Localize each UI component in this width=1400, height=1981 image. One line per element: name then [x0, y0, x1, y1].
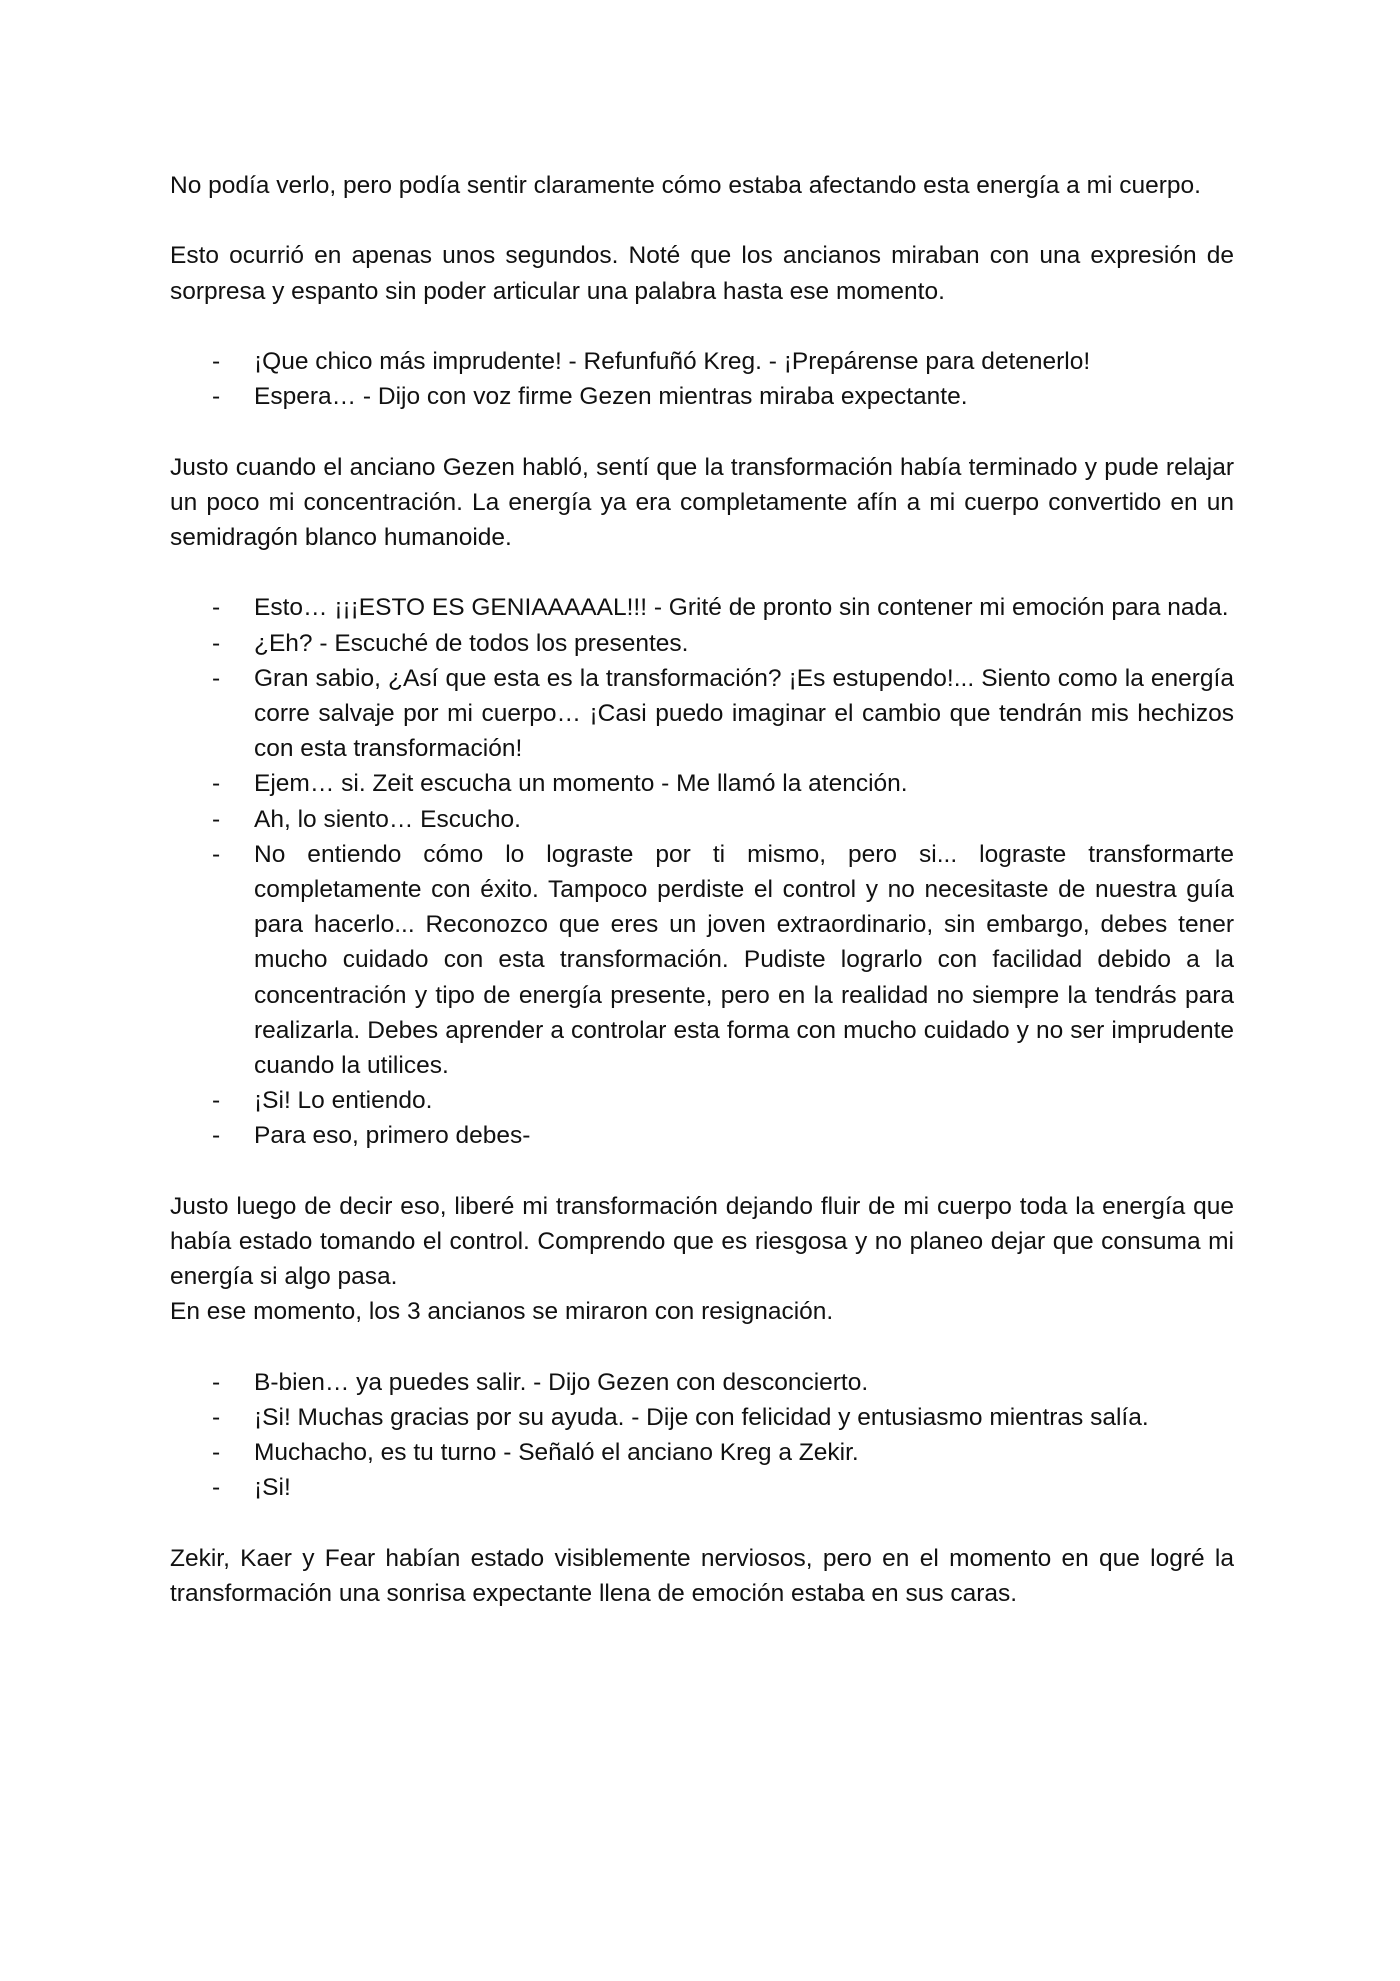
dialogue-line: [170, 1435, 1234, 1470]
paragraph-1: No podía verlo, pero podía sentir claramente cómo estaba afectando esta energía a mi cuerpo.: [170, 172, 1201, 199]
dash-bullet: -: [212, 805, 221, 833]
dash-bullet: -: [212, 840, 221, 868]
dash-bullet: -: [212, 594, 221, 622]
dialogue-text: Ah, lo siento… Escucho.: [254, 805, 521, 833]
dash-bullet: -: [212, 1368, 221, 1396]
dash-bullet: -: [212, 664, 221, 692]
dialogue-list-3: [170, 1365, 1234, 1506]
dialogue-text: ¡Si! Lo entiendo.: [254, 1087, 433, 1115]
dialogue-list-2: [170, 590, 1234, 1153]
paragraph-4: Justo luego de decir eso, liberé mi transformación dejando fluir de mi cuerpo toda la energía que había estado tomando el control. Comprendo que es riesgosa y no planeo dejar que consuma mi energía si algo pasa.: [170, 1192, 1234, 1291]
dash-bullet: -: [212, 629, 221, 657]
dialogue-list-1: [170, 344, 1234, 414]
paragraph-gap: [170, 1154, 1234, 1189]
dialogue-line: [170, 1083, 1234, 1118]
paragraph-gap: [170, 203, 1234, 238]
dialogue-text: ¡Que chico más imprudente! - Refunfuñó Kreg. - ¡Prepárense para detenerlo!: [254, 347, 1091, 375]
paragraph-5: En ese momento, los 3 ancianos se miraron con resignación.: [170, 1298, 834, 1326]
dialogue-line: [170, 837, 1234, 1083]
dash-bullet: -: [212, 1087, 221, 1115]
paragraph-gap: [170, 1330, 1234, 1365]
dialogue-text: Muchacho, es tu turno - Señaló el anciano Kreg a Zekir.: [254, 1439, 859, 1467]
dialogue-line: [170, 626, 1234, 661]
dash-bullet: -: [212, 347, 221, 375]
paragraph-2: Esto ocurrió en apenas unos segundos. Noté que los ancianos miraban con una expresión de sorpresa y espanto sin poder articular una palabra hasta ese momento.: [170, 242, 1234, 305]
paragraph-gap: [170, 555, 1234, 590]
dialogue-text: Espera… - Dijo con voz firme Gezen mientras miraba expectante.: [254, 383, 968, 411]
paragraph-gap: [170, 414, 1234, 449]
dialogue-line: [170, 344, 1234, 379]
dialogue-line: [170, 1118, 1234, 1153]
dialogue-text: Esto… ¡¡¡ESTO ES GENIAAAAAL!!! - Grité de pronto sin contener mi emoción para nada.: [254, 594, 1229, 622]
dialogue-line: [170, 802, 1234, 837]
paragraph-gap: [170, 309, 1234, 344]
dialogue-text: ¡Si! Muchas gracias por su ayuda. - Dije con felicidad y entusiasmo mientras salía.: [254, 1404, 1149, 1432]
document-body: [170, 168, 1234, 1611]
dialogue-text: ¿Eh? - Escuché de todos los presentes.: [254, 629, 689, 657]
dialogue-text: Gran sabio, ¿Así que esta es la transformación? ¡Es estupendo!... Siento como la energía corre salvaje por mi cuerpo… ¡Casi puedo imaginar el cambio que tendrán mis hechizos con esta transformación!: [254, 664, 1234, 763]
dialogue-text: B-bien… ya puedes salir. - Dijo Gezen con desconcierto.: [254, 1368, 869, 1396]
dash-bullet: -: [212, 383, 221, 411]
dialogue-line: [170, 1365, 1234, 1400]
dash-bullet: -: [212, 770, 221, 798]
paragraph-3: Justo cuando el anciano Gezen habló, sentí que la transformación había terminado y pude relajar un poco mi concentración. La energía ya era completamente afín a mi cuerpo convertido en un semidragón blanco humanoide.: [170, 453, 1234, 551]
dash-bullet: -: [212, 1439, 221, 1467]
dialogue-line: [170, 766, 1234, 801]
dialogue-line: [170, 1470, 1234, 1505]
dialogue-text: Ejem… si. Zeit escucha un momento - Me llamó la atención.: [254, 770, 908, 798]
dialogue-line: [170, 661, 1234, 767]
dialogue-text: ¡Si!: [254, 1474, 291, 1502]
dialogue-text: Para eso, primero debes-: [254, 1122, 531, 1150]
paragraph-gap: [170, 1506, 1234, 1541]
dialogue-line: [170, 1400, 1234, 1435]
dialogue-line: [170, 590, 1234, 625]
paragraph-6: Zekir, Kaer y Fear habían estado visiblemente nerviosos, pero en el momento en que logré la transformación una sonrisa expectante llena de emoción estaba en sus caras.: [170, 1544, 1234, 1608]
dash-bullet: -: [212, 1122, 221, 1150]
dialogue-text: No entiendo cómo lo lograste por ti mismo, pero si... lograste transformarte completamente con éxito. Tampoco perdiste el control y no necesitaste de nuestra guía para hacerlo... Reconozco que eres un joven extraordinario, sin embargo, debes tener mucho cuidado con esta transformación. Pudiste lograrlo con facilidad debido a la concentración y tipo de energía presente, pero en la realidad no siempre la tendrás para realizarla. Debes aprender a controlar esta forma con mucho cuidado y no ser imprudente cuando la utilices.: [254, 840, 1234, 1080]
dash-bullet: -: [212, 1404, 221, 1432]
dash-bullet: -: [212, 1474, 221, 1502]
dialogue-line: [170, 379, 1234, 414]
